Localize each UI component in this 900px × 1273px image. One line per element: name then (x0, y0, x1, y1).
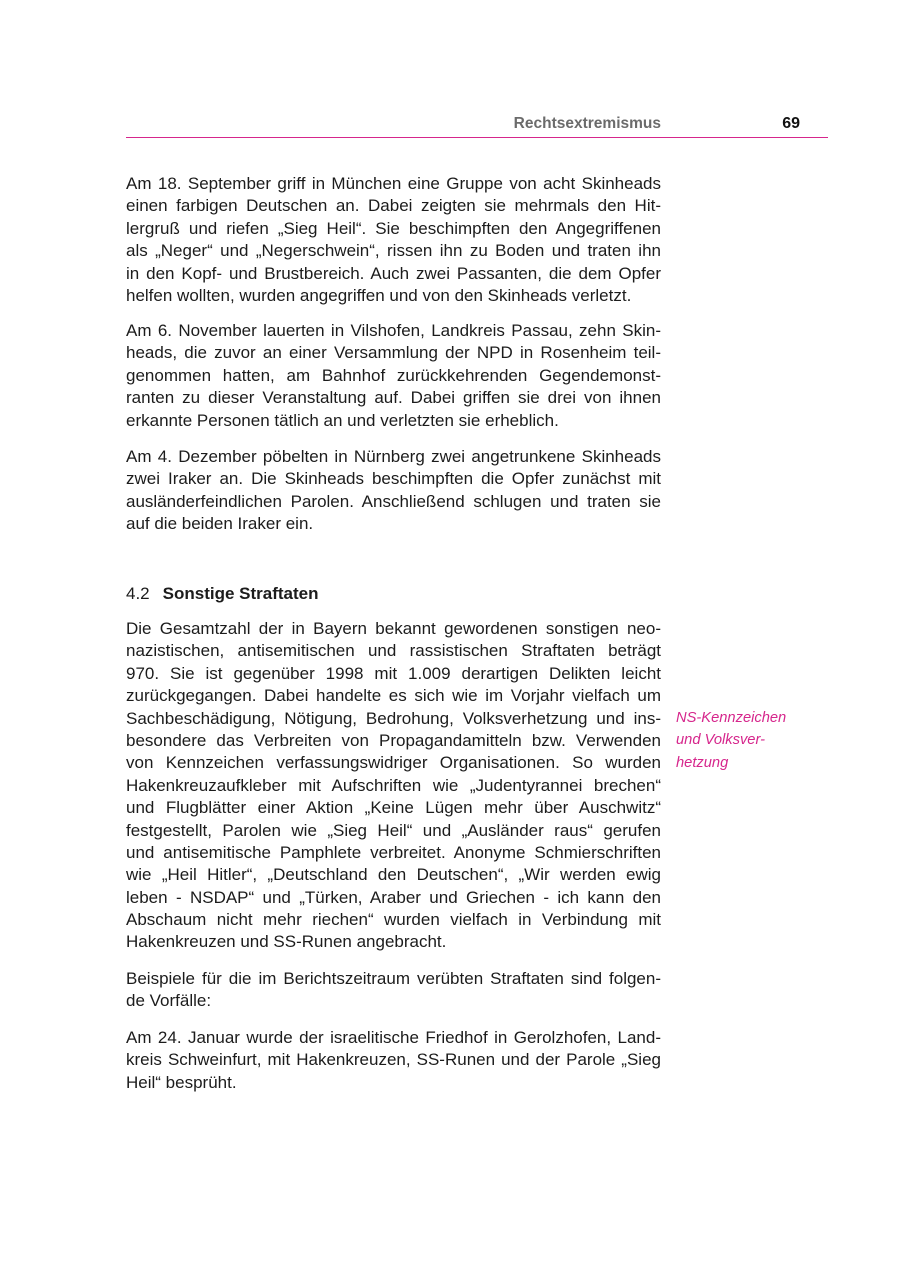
running-header-title: Rechtsextremismus (513, 115, 661, 132)
paragraph (126, 1027, 661, 1094)
text-line: Sachbeschädigung, Nötigung, Bedrohung, Volksverhetzung und ins- (126, 708, 661, 728)
text-line: ausländerfeindlichen Parolen. Anschließend schlugen und traten sie (126, 491, 661, 511)
text-line: Am 18. September griff in München eine Gruppe von acht Skinheads (126, 174, 661, 193)
text-line: Beispiele für die im Berichtszeitraum verübten Straftaten sind folgen- (126, 969, 661, 988)
text-line: festgestellt, Parolen wie „Sieg Heil“ und „Ausländer raus“ gerufen (126, 820, 661, 840)
text-line: Heil“ besprüht. (126, 1072, 237, 1092)
text-line: kreis Schweinfurt, mit Hakenkreuzen, SS-Runen und der Parole „Sieg (126, 1050, 661, 1070)
text-line: nazistischen, antisemitischen und rassistischen Straftaten beträgt (126, 641, 661, 661)
paragraph (126, 173, 661, 307)
text-line: von Kennzeichen verfassungswidriger Organisationen. So wurden (126, 753, 661, 773)
text-line: und antisemitische Pamphlete verbreitet. Anonyme Schmierschriften (126, 842, 661, 862)
paragraph (126, 618, 661, 954)
text-line: Am 4. Dezember pöbelten in Nürnberg zwei angetrunkene Skinheads (126, 447, 661, 466)
text-line: ranten zu dieser Veranstaltung auf. Dabei griffen sie drei von ihnen (126, 388, 661, 408)
section-title: Sonstige Straftaten (162, 584, 319, 603)
header-rule (126, 137, 828, 138)
text-line: in den Kopf- und Brustbereich. Auch zwei Passanten, die dem Opfer (126, 263, 661, 283)
section-number: 4.2 (126, 584, 150, 603)
text-line: als „Neger“ und „Negerschwein“, rissen ihn zu Boden und traten ihn (126, 241, 661, 261)
text-line: erkannte Personen tätlich an und verletzten sie erheblich. (126, 410, 559, 430)
text-line: leben - NSDAP“ und „Türken, Araber und Griechen - ich kann den (126, 887, 661, 907)
text-line: Am 24. Januar wurde der israelitische Friedhof in Gerolzhofen, Land- (126, 1028, 661, 1047)
page-number: 69 (782, 115, 800, 132)
text-line: besondere das Verbreiten von Propagandamitteln bzw. Verwenden (126, 730, 661, 750)
text-line: und Flugblätter einer Aktion „Keine Lügen mehr über Auschwitz“ (126, 798, 661, 818)
margin-note-line: und Volksver- (676, 732, 765, 749)
text-line: de Vorfälle: (126, 991, 212, 1011)
text-line: Am 6. November lauerten in Vilshofen, Landkreis Passau, zehn Skin- (126, 321, 661, 340)
text-line: zwei Iraker an. Die Skinheads beschimpften die Opfer zunächst mit (126, 469, 661, 489)
text-line: Hakenkreuzaufkleber mit Aufschriften wie „Judentyrannei brechen“ (126, 775, 661, 795)
text-line: heads, die zuvor an einer Versammlung der NPD in Rosenheim teil- (126, 343, 661, 363)
text-line: zurückgegangen. Dabei handelte es sich wie im Vorjahr vielfach um (126, 686, 661, 706)
section-heading (126, 583, 319, 605)
text-line: einen farbigen Deutschen an. Dabei zeigten sie mehrmals den Hit- (126, 196, 661, 216)
margin-note-line: NS-Kennzeichen (676, 710, 787, 726)
paragraph (126, 320, 661, 432)
text-line: genommen hatten, am Bahnhof zurückkehrenden Gegendemonst- (126, 365, 661, 385)
text-line: auf die beiden Iraker ein. (126, 514, 314, 534)
margin-note (676, 707, 826, 774)
text-line: Hakenkreuzen und SS-Runen angebracht. (126, 932, 447, 952)
text-line: wie „Heil Hitler“, „Deutschland den Deutschen“, „Wir werden ewig (126, 865, 661, 885)
margin-note-line: hetzung (676, 754, 729, 771)
text-line: lergruß und riefen „Sieg Heil“. Sie beschimpften den Angegriffenen (126, 218, 661, 238)
paragraph (126, 446, 661, 536)
text-line: 970. Sie ist gegenüber 1998 mit 1.009 derartigen Delikten leicht (126, 663, 661, 683)
text-line: Abschaum nicht mehr riechen“ wurden vielfach in Verbindung mit (126, 910, 661, 930)
text-line: Die Gesamtzahl der in Bayern bekannt gewordenen sonstigen neo- (126, 619, 661, 638)
text-line: helfen wollten, wurden angegriffen und von den Skinheads verletzt. (126, 285, 632, 305)
paragraph (126, 968, 661, 1013)
